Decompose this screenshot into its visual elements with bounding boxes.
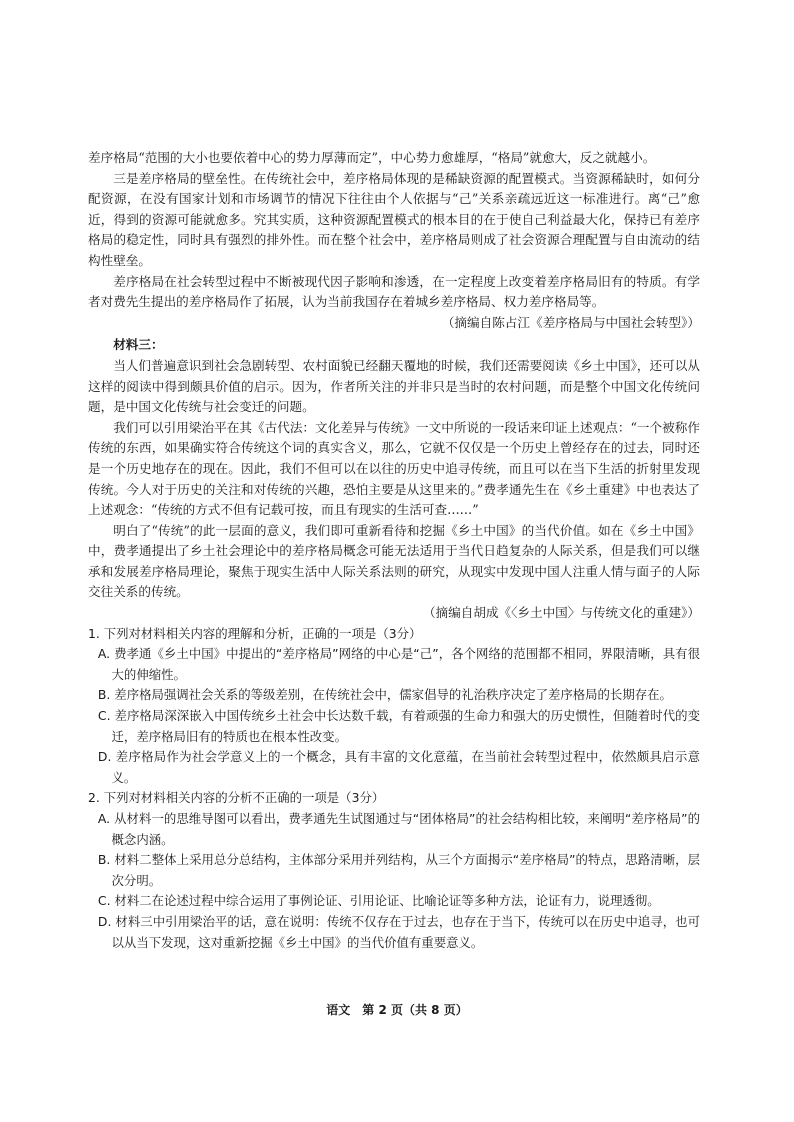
material3-heading: 材料三：: [113, 337, 164, 353]
question-1-option-d: D. 差序格局作为社会学意义上的一个概念，具有丰富的文化意蕴，在当前社会转型过程中，依然颇具启示意义。: [97, 749, 700, 785]
material2-source: （摘编自陈占江《差序格局与中国社会转型》）: [441, 314, 700, 330]
question-1: [88, 624, 700, 789]
question-1-option-b: B. 差序格局强调社会关系的等级差别，在传统社会中，儒家倡导的礼治秩序决定了差序格局的长期存在。: [97, 687, 672, 703]
question-2-option-d: D. 材料三中引用梁治平的话，意在说明：传统不仅存在于过去，也存在于当下，传统可以在历史中追寻，也可以从当下发现，这对重新挖掘《乡土中国》的当代价值有重要意义。: [97, 913, 700, 950]
material3-paragraph-3: 明白了“传统”的此一层面的意义，我们即可重新看待和挖掘《乡土中国》的当代价值。如在《乡土中国》中，费孝通提出了乡土社会理论中的差序格局概念可能无法适用于当代日趋复杂的人际关系，但是我们可以继承和发展差序格局理论，聚焦于现实生活中人际关系法则的研究，从现实中发现中国人注重人情与面子的人际交往关系的传统。: [88, 522, 700, 600]
question-1-option-a: A. 费孝通《乡土中国》中提出的“差序格局”网络的中心是“己”，各个网络的范围都不相同，界限清晰，具有很大的伸缩性。: [97, 646, 700, 682]
material3-source: （摘编自胡成《〈乡土中国〉与传统文化的重建》）: [422, 605, 700, 621]
material3-paragraph-1: 当人们普遍意识到社会急剧转型、农村面貌已经翻天覆地的时候，我们还需要阅读《乡土中国》，还可以从这样的阅读中得到颇具价值的启示。因为，作者所关注的并非只是当时的农村问题，而是整个中国文化传统问题，是中国文化传统与社会变迁的问题。: [88, 357, 700, 415]
question-2-option-c: C. 材料二在论述过程中综合运用了事例论证、引用论证、比喻论证等多种方法，论证有力，说理透彻。: [97, 893, 660, 909]
question-1-stem: 1. 下列对材料相关内容的理解和分析，正确的一项是（3分）: [88, 625, 422, 641]
question-1-option-c: C. 差序格局深深嵌入中国传统乡土社会中长达数千载，有着顽强的生命力和强大的历史惯性，但随着时代的变迁，差序格局旧有的特质也在根本性改变。: [97, 708, 700, 744]
material3-paragraph-2: 我们可以引用梁治平在其《古代法：文化差异与传统》一文中所说的一段话来印证上述观点：“一个被称作传统的东西，如果确实符合传统这个词的真实含义，那么，它就不仅仅是一个历史上曾经存在的过去，同时还是一个历史地存在的现在。因此，我们不但可以在以往的历史中追寻传统，而且可以在当下生活的折射里发现传统。今人对于历史的关注和对传统的兴趣，恐怕主要是从这里来的。”费孝通先生在《乡土重建》中也表达了上述观念：“传统的方式不但有记载可按，而且有现实的生活可查……”: [88, 419, 700, 518]
question-2: [88, 788, 700, 953]
question-2-stem: 2. 下列对材料相关内容的分析不正确的一项是（3分）: [88, 790, 385, 806]
material2-paragraph-continued: 差序格局“范围的大小也要依着中心的势力厚薄而定”，中心势力愈雄厚，“格局”就愈大，反之就越小。: [88, 150, 656, 165]
page-footer: 语文 第 2 页（共 8 页）: [326, 1003, 468, 1017]
exam-page: [88, 148, 700, 953]
material2-paragraph-4: 差序格局在社会转型过程中不断被现代因子影响和渗透，在一定程度上改变着差序格局旧有的特质。有学者对费先生提出的差序格局作了拓展，认为当前我国存在着城乡差序格局、权力差序格局等。: [88, 273, 700, 310]
question-2-option-a: A. 从材料一的思维导图可以看出，费孝通先生试图通过与“团体格局”的社会结构相比较，来阐明“差序格局”的概念内涵。: [97, 811, 700, 847]
material2-paragraph-3: 三是差序格局的壁垒性。在传统社会中，差序格局体现的是稀缺资源的配置模式。当资源稀缺时，如何分配资源，在没有国家计划和市场调节的情况下往往由个人依据与“己”关系亲疏远近这一标准进行。离“己”愈近，得到的资源可能就愈多。究其实质，这种资源配置模式的根本目的在于使自己利益最大化，保持已有差序格局的稳定性，同时具有强烈的排外性。而在整个社会中，差序格局则成了社会资源合理配置与自由流动的结构性壁垒。: [88, 170, 700, 268]
question-2-option-b: B. 材料二整体上采用总分总结构，主体部分采用并列结构，从三个方面揭示“差序格局”的特点，思路清晰，层次分明。: [97, 852, 700, 888]
